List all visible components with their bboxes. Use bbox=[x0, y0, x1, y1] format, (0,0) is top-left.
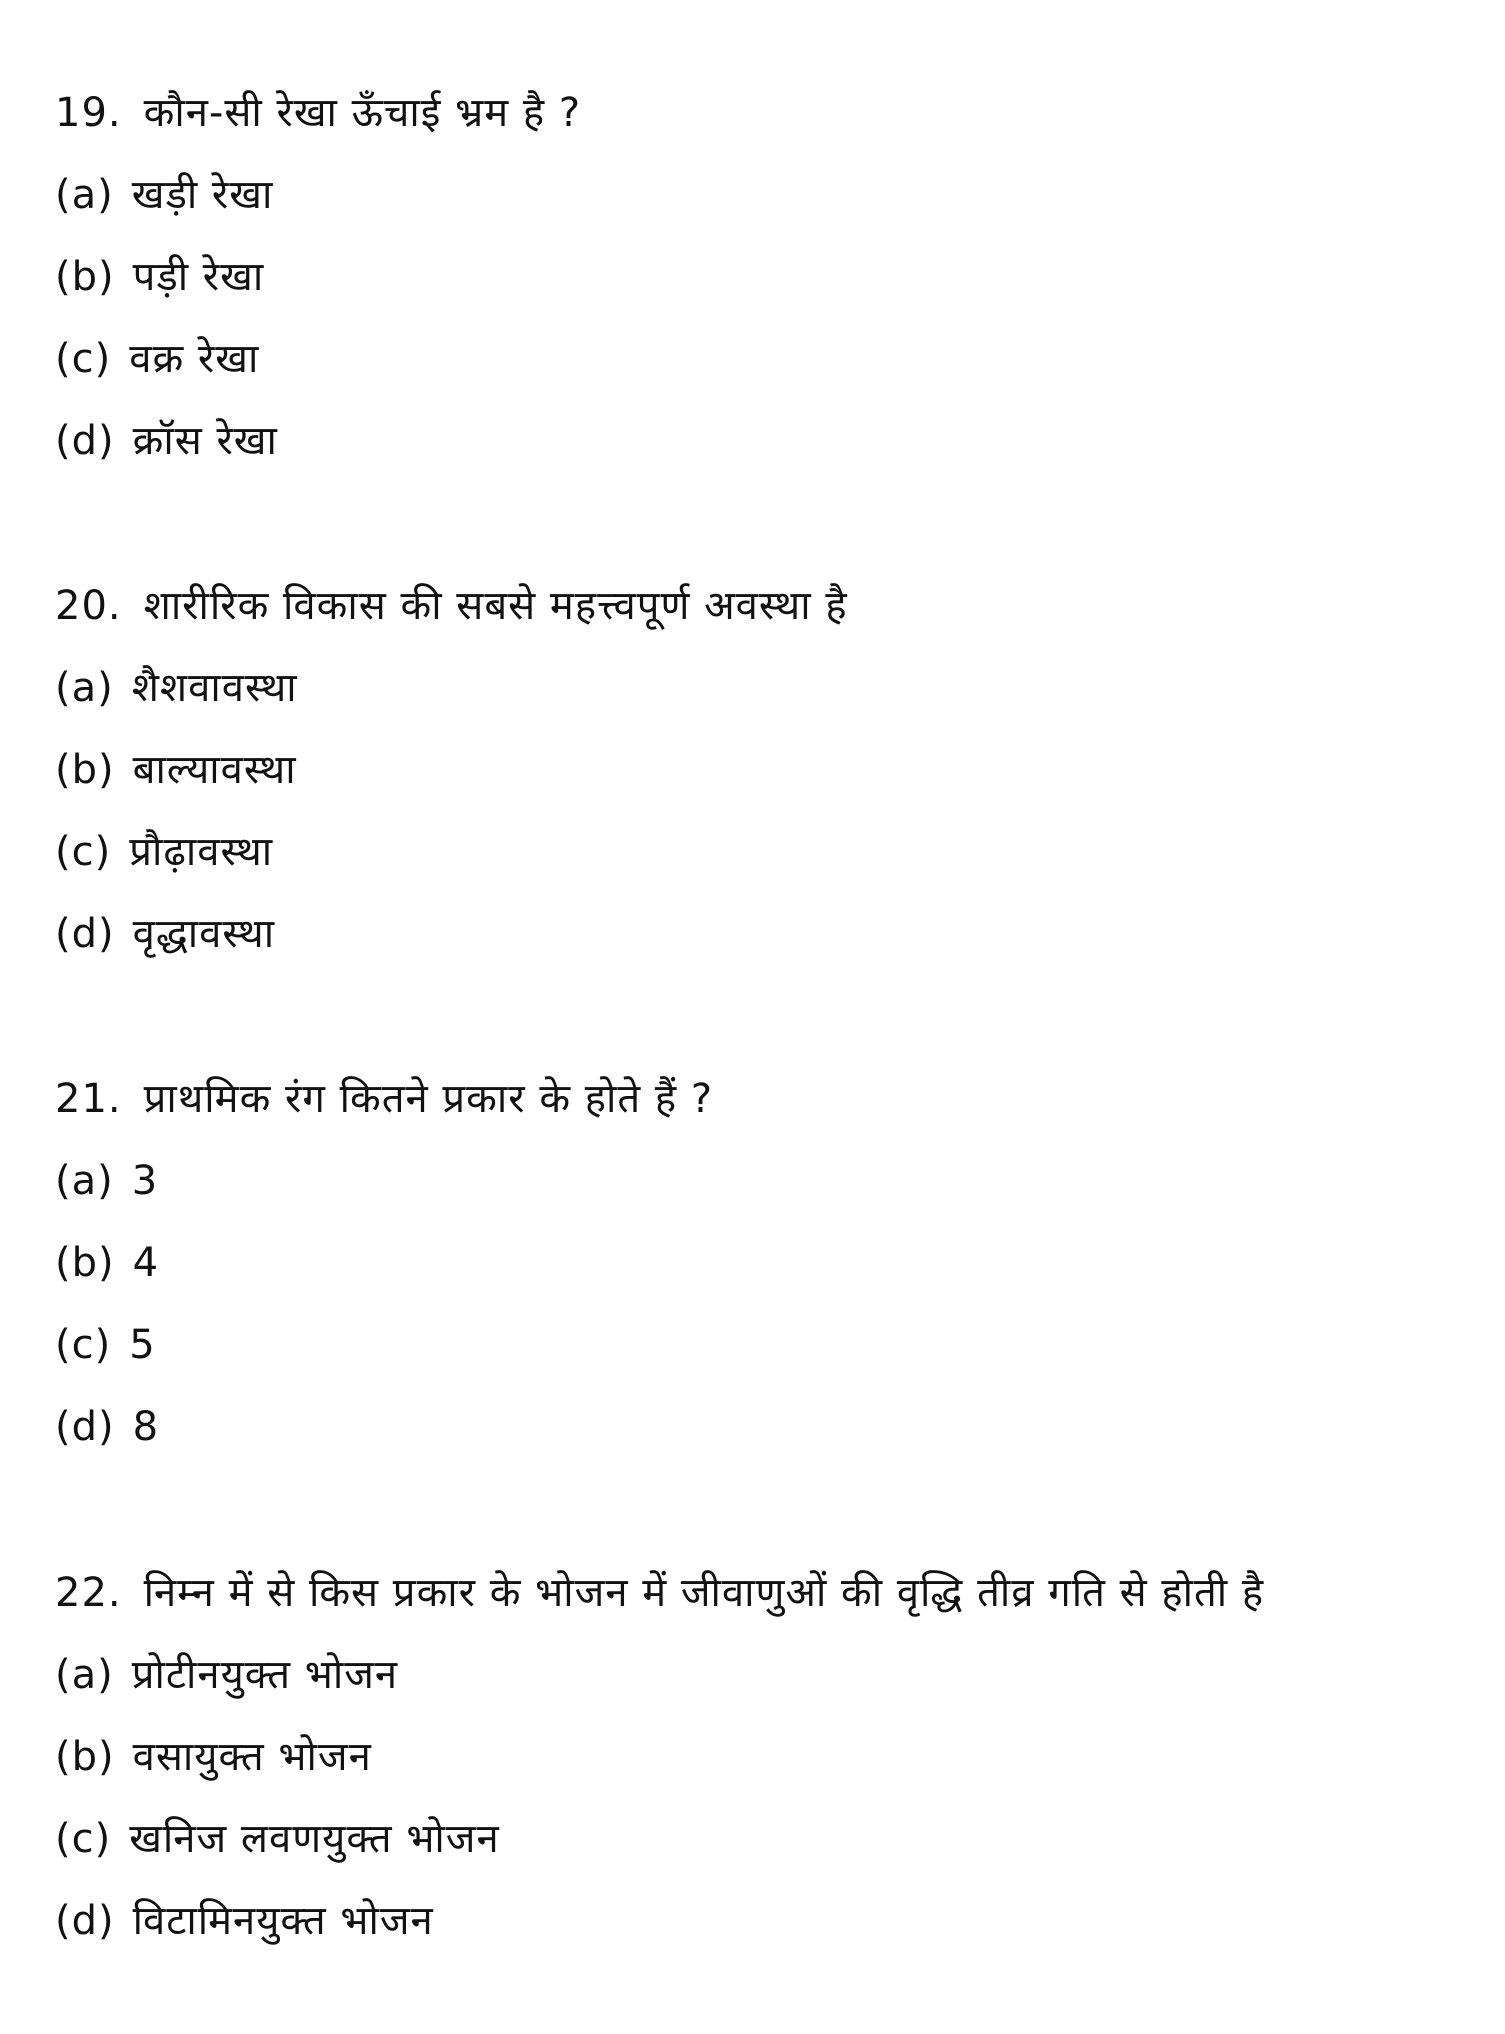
option-d[interactable] bbox=[55, 1386, 1475, 1468]
option-c[interactable] bbox=[55, 1798, 1475, 1880]
question-stem bbox=[55, 72, 1475, 154]
option-b[interactable] bbox=[55, 1222, 1475, 1304]
question-22 bbox=[55, 1552, 1475, 1962]
option-a[interactable] bbox=[55, 647, 1475, 729]
question-stem bbox=[55, 1058, 1475, 1140]
option-label: (d) bbox=[55, 418, 115, 464]
question-19 bbox=[55, 72, 1475, 482]
option-text: बाल्यावस्था bbox=[132, 747, 297, 793]
option-label: (a) bbox=[55, 665, 114, 711]
option-label: (c) bbox=[55, 336, 112, 382]
option-label: (d) bbox=[55, 1404, 115, 1450]
question-text: प्राथमिक रंग कितने प्रकार के होते हैं ? bbox=[143, 1076, 714, 1122]
option-b[interactable] bbox=[55, 1716, 1475, 1798]
question-text: शारीरिक विकास की सबसे महत्त्वपूर्ण अवस्था है bbox=[143, 583, 848, 629]
option-text: वृद्धावस्था bbox=[132, 911, 276, 957]
option-a[interactable] bbox=[55, 154, 1475, 236]
option-text: पड़ी रेखा bbox=[132, 254, 265, 300]
option-text: खड़ी रेखा bbox=[131, 172, 274, 218]
option-c[interactable] bbox=[55, 1304, 1475, 1386]
question-stem bbox=[55, 1552, 1475, 1634]
option-label: (a) bbox=[55, 1158, 114, 1204]
question-text: कौन-सी रेखा ऊँचाई भ्रम है ? bbox=[143, 90, 582, 136]
option-label: (b) bbox=[55, 1240, 115, 1286]
option-text: वसायुक्त भोजन bbox=[132, 1734, 372, 1780]
option-label: (a) bbox=[55, 172, 114, 218]
option-text: 8 bbox=[132, 1404, 160, 1450]
option-label: (a) bbox=[55, 1652, 114, 1698]
option-a[interactable] bbox=[55, 1634, 1475, 1716]
option-text: क्रॉस रेखा bbox=[132, 418, 278, 464]
option-d[interactable] bbox=[55, 1880, 1475, 1962]
option-b[interactable] bbox=[55, 729, 1475, 811]
option-b[interactable] bbox=[55, 236, 1475, 318]
option-c[interactable] bbox=[55, 811, 1475, 893]
option-d[interactable] bbox=[55, 400, 1475, 482]
option-text: प्रोटीनयुक्त भोजन bbox=[131, 1652, 399, 1698]
option-label: (b) bbox=[55, 1734, 115, 1780]
option-text: विटामिनयुक्त भोजन bbox=[132, 1898, 434, 1944]
question-20 bbox=[55, 565, 1475, 975]
option-d[interactable] bbox=[55, 893, 1475, 975]
option-text: 4 bbox=[132, 1240, 160, 1286]
option-label: (c) bbox=[55, 829, 112, 875]
option-text: 3 bbox=[131, 1158, 159, 1204]
question-text: निम्न में से किस प्रकार के भोजन में जीवाणुओं की वृद्धि तीव्र गति से होती है bbox=[143, 1570, 1265, 1616]
option-c[interactable] bbox=[55, 318, 1475, 400]
option-label: (c) bbox=[55, 1322, 112, 1368]
question-21 bbox=[55, 1058, 1475, 1468]
question-number: 22. bbox=[55, 1570, 122, 1616]
option-text: शैशवावस्था bbox=[131, 665, 298, 711]
option-text: 5 bbox=[129, 1322, 156, 1368]
question-number: 19. bbox=[55, 90, 122, 136]
question-stem bbox=[55, 565, 1475, 647]
option-label: (d) bbox=[55, 1898, 115, 1944]
option-label: (b) bbox=[55, 254, 115, 300]
option-label: (d) bbox=[55, 911, 115, 957]
option-text: वक्र रेखा bbox=[129, 336, 260, 382]
option-a[interactable] bbox=[55, 1140, 1475, 1222]
option-label: (c) bbox=[55, 1816, 112, 1862]
question-number: 21. bbox=[55, 1076, 122, 1122]
question-number: 20. bbox=[55, 583, 122, 629]
option-label: (b) bbox=[55, 747, 115, 793]
option-text: खनिज लवणयुक्त भोजन bbox=[129, 1816, 500, 1862]
option-text: प्रौढ़ावस्था bbox=[129, 829, 274, 875]
